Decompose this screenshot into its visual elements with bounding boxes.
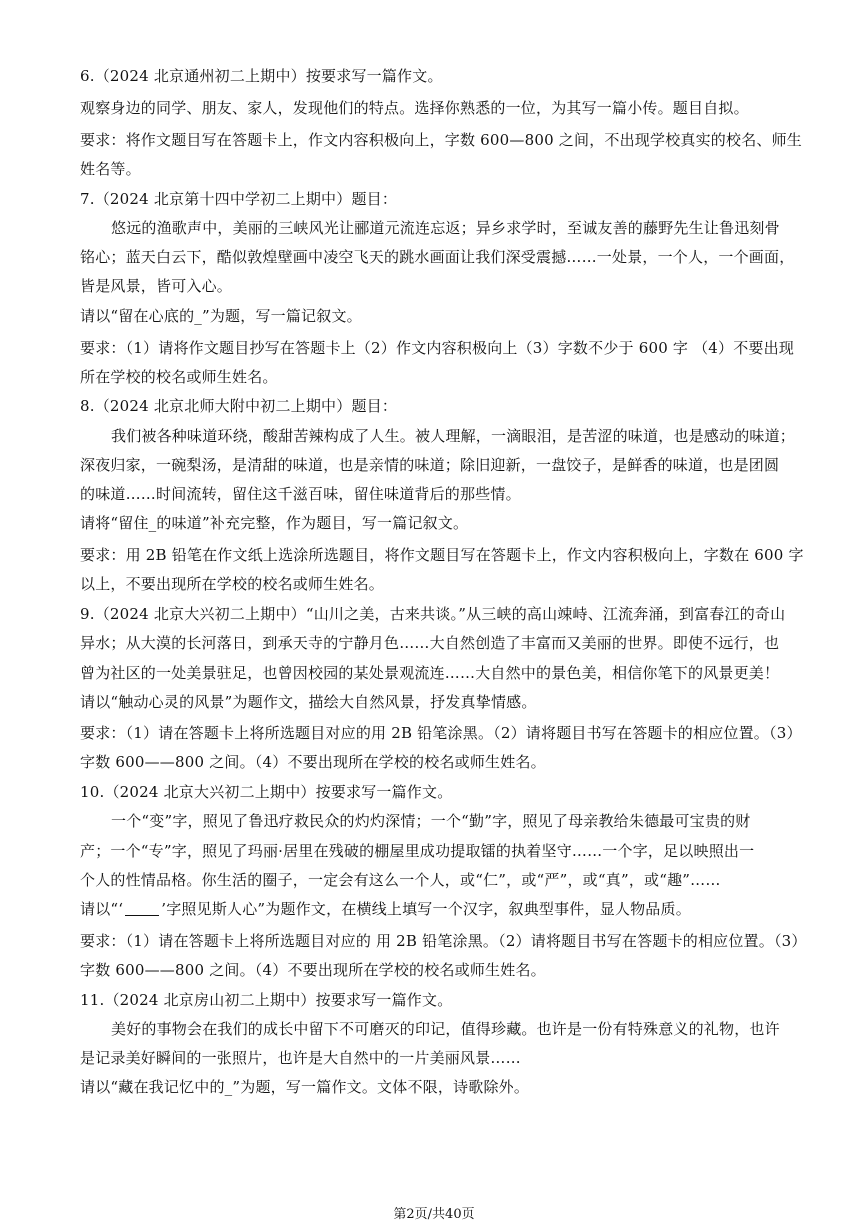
q8-requirement-line-1: 要求：用 2B 铅笔在作文纸上选涂所选题目，将作文题目写在答题卡上，作文内容积极向上，字数在 600 字 bbox=[80, 546, 804, 564]
q10-fill-blank bbox=[125, 901, 159, 916]
q8-header: 8.（2024 北京北师大附中初二上期中）题目： bbox=[80, 397, 398, 415]
q6-header: 6.（2024 北京通州初二上期中）按要求写一篇作文。 bbox=[80, 67, 443, 85]
q7-requirement-line-1: 要求：（1）请将作文题目抄写在答题卡上（2）作文内容积极向上（3）字数不少于 600 字 （4）不要出现 bbox=[80, 339, 795, 357]
q8-material-line-3: 的味道……时间流转，留住这千滋百味，留住味道背后的那些情。 bbox=[80, 485, 521, 503]
q6-prompt: 观察身边的同学、朋友、家人，发现他们的特点。选择你熟悉的一位，为其写一篇小传。题目自拟。 bbox=[80, 99, 749, 117]
q8-material-line-1: 我们被各种味道环绕，酸甜苦辣构成了人生。被人理解，一滴眼泪，是苦涩的味道，也是感动的味道； bbox=[111, 427, 796, 445]
q11-prompt: 请以“藏在我记忆中的_”为题，写一篇作文。文体不限，诗歌除外。 bbox=[80, 1078, 530, 1096]
q9-requirement-line-1: 要求：（1）请在答题卡上将所选题目对应的用 2B 铅笔涂黑。（2）请将题目书写在答题卡的相应位置。（3） bbox=[80, 724, 802, 742]
q11-header: 11.（2024 北京房山初二上期中）按要求写一篇作文。 bbox=[80, 991, 453, 1009]
q8-prompt: 请将“留住_的味道”补充完整，作为题目，写一篇记叙文。 bbox=[80, 514, 469, 532]
q10-header: 10.（2024 北京大兴初二上期中）按要求写一篇作文。 bbox=[80, 783, 453, 801]
q6-requirement-line-2: 姓名等。 bbox=[80, 160, 141, 178]
q9-requirement-line-2: 字数 600——800 之间。（4）不要出现所在学校的校名或师生姓名。 bbox=[80, 753, 546, 771]
q10-requirement-line-1: 要求：（1）请在答题卡上将所选题目对应的 用 2B 铅笔涂黑。（2）请将题目书写在答题卡的相应位置。（3） bbox=[80, 932, 807, 950]
q9-line-3: 曾为社区的一处美景驻足，也曾因校园的某处景观流连……大自然中的景色美，相信你笔下的风景更美！ bbox=[80, 664, 780, 682]
q11-material-line-2: 是记录美好瞬间的一张照片，也许是大自然中的一片美丽风景…… bbox=[80, 1049, 521, 1067]
q7-material-line-2: 铭心；蓝天白云下，酷似敦煌壁画中凌空飞天的跳水画面让我们深受震撼……一处景，一个人，一个画面， bbox=[80, 248, 795, 266]
q6-requirement-line-1: 要求：将作文题目写在答题卡上，作文内容积极向上，字数 600—800 之间，不出现学校真实的校名、师生 bbox=[80, 131, 803, 149]
q10-material-line-3: 个人的性情品格。你生活的圈子，一定会有这么一个人，或“仁”，或“严”，或“真”，或“趣”…… bbox=[80, 871, 721, 889]
q9-prompt: 请以“触动心灵的风景”为题作文，描绘大自然风景，抒发真挚情感。 bbox=[80, 693, 537, 711]
page-number: 第2页/共40页 bbox=[393, 1207, 475, 1222]
q10-prompt bbox=[80, 899, 792, 919]
q10-material-line-1: 一个“变”字，照见了鲁迅疗救民众的灼灼深情；一个“勤”字，照见了母亲教给朱德最可宝贵的财 bbox=[111, 812, 751, 830]
q11-material-line-1: 美好的事物会在我们的成长中留下不可磨灭的印记，值得珍藏。也许是一份有特殊意义的礼物，也许 bbox=[111, 1020, 780, 1038]
q10-requirement-line-2: 字数 600——800 之间。（4）不要出现所在学校的校名或师生姓名。 bbox=[80, 961, 546, 979]
q9-line-1: 9.（2024 北京大兴初二上期中）“山川之美，古来共谈。”从三峡的高山竦峙、江流奔涌，到富春江的奇山 bbox=[80, 605, 786, 623]
q9-line-2: 异水；从大漠的长河落日，到承天寺的宁静月色……大自然创造了丰富而又美丽的世界。即使不远行，也 bbox=[80, 634, 780, 652]
q7-prompt: 请以“留在心底的_”为题，写一篇记叙文。 bbox=[80, 307, 362, 325]
q10-material-line-2: 产；一个“专”字，照见了玛丽·居里在残破的棚屋里成功提取镭的执着坚守……一个字，足以映照出一 bbox=[80, 842, 755, 860]
q10-prompt-prefix: 请以“‘ bbox=[80, 900, 124, 918]
q7-material-line-3: 皆是风景，皆可入心。 bbox=[80, 277, 233, 295]
q7-header: 7.（2024 北京第十四中学初二上期中）题目： bbox=[80, 190, 398, 208]
q7-material-line-1: 悠远的渔歌声中，美丽的三峡风光让郦道元流连忘返；异乡求学时，至诚友善的藤野先生让鲁迅刻骨 bbox=[111, 219, 780, 237]
q7-requirement-line-2: 所在学校的校名或师生姓名。 bbox=[80, 368, 278, 386]
q8-requirement-line-2: 以上，不要出现所在学校的校名或师生姓名。 bbox=[80, 575, 385, 593]
q10-prompt-suffix: ’字照见斯人心”为题作文，在横线上填写一个汉字，叙典型事件，显人物品质。 bbox=[161, 900, 691, 918]
q8-material-line-2: 深夜归家，一碗梨汤，是清甜的味道，也是亲情的味道；除旧迎新，一盘饺子，是鲜香的味道，也是团圆 bbox=[80, 456, 780, 474]
